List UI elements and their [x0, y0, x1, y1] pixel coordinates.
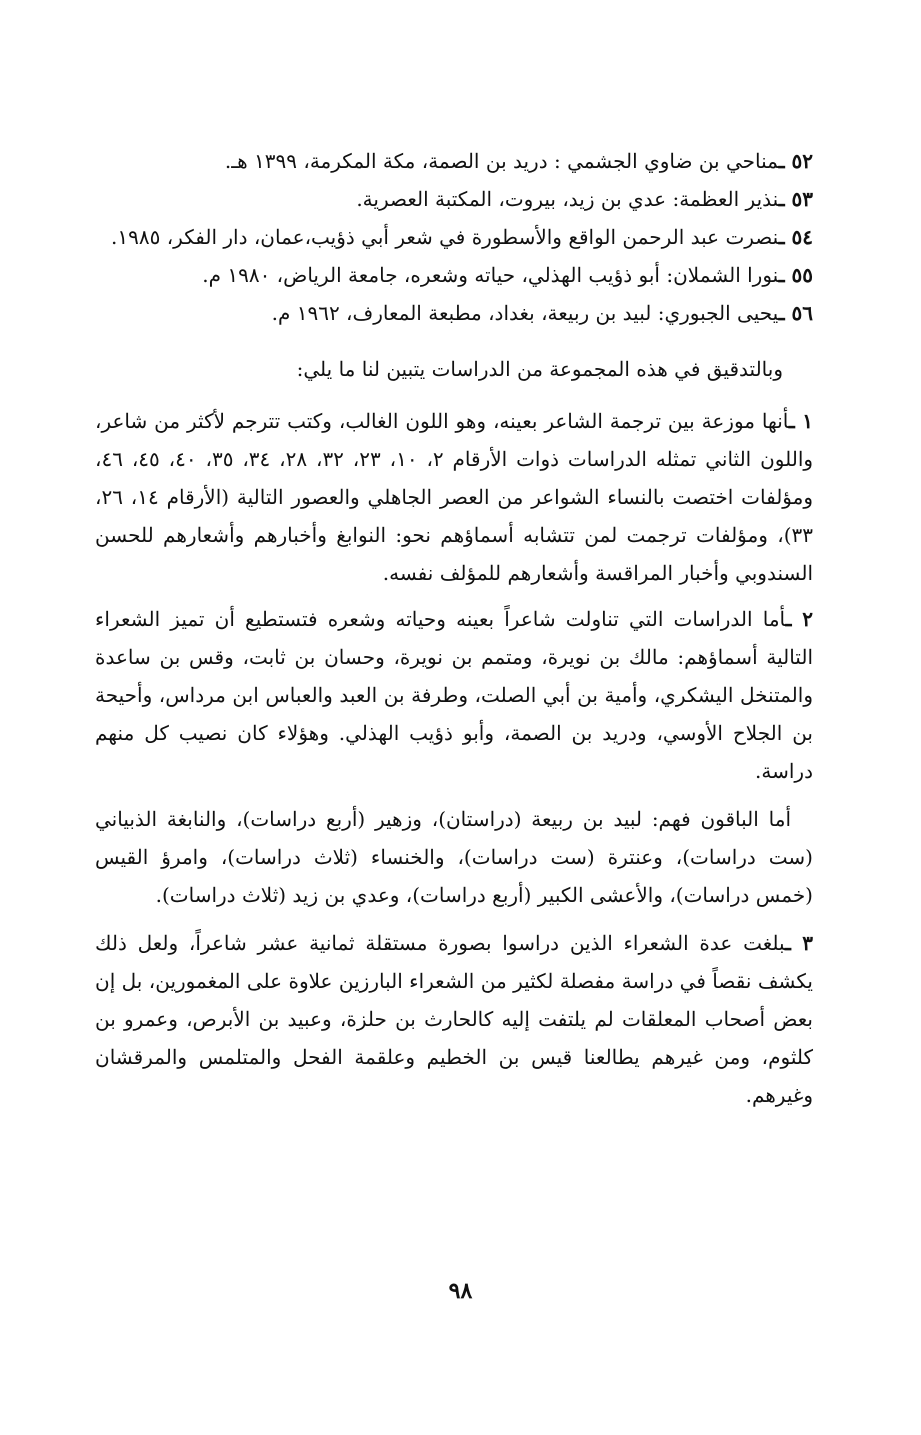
item-number: ١ ـ — [788, 409, 814, 433]
item-text: بلغت عدة الشعراء الذين دراسوا بصورة مستقلة ثمانية عشر شاعراً، ولعل ذلك يكشف نقصاً في دراسة مفصلة لكثير من الشعراء البارزين علاوة على المغمورين، بل إن بعض أصحاب المعلقات لم يلتفت إليه كالحارث بن حلزة، وعبيد بن الأبرص، وعمرو بن كلثوم، ومن غيرهم يطالعنا قيس بن الخطيم وعلقمة الفحل والمتلمس والمرقشان وغيرهم. — [95, 931, 813, 1107]
item-number: ٢ ـ — [785, 607, 813, 631]
reference-text: نذير العظمة: عدي بن زيد، بيروت، المكتبة العصرية. — [356, 187, 779, 211]
numbered-item — [95, 924, 813, 1114]
reference-number: ٥٢ ـ — [778, 149, 813, 173]
reference-item — [95, 180, 813, 218]
reference-item — [95, 294, 813, 332]
reference-item — [95, 218, 813, 256]
reference-text: نورا الشملان: أبو ذؤيب الهذلي، حياته وشعره، جامعة الرياض، ١٩٨٠ م. — [202, 263, 779, 287]
reference-text: مناحي بن ضاوي الجشمي : دريد بن الصمة، مكة المكرمة، ١٣٩٩ هـ. — [224, 149, 779, 173]
item-text: أما الدراسات التي تناولت شاعراً بعينه وحياته وشعره فتستطيع أن تميز الشعراء التالية أسماؤهم: مالك بن نويرة، ومتمم بن نويرة، وحسان بن ثابت، وقس بن ساعدة والمتنخل اليشكري، وأمية بن أبي الصلت، وطرفة بن العبد والعباس ابن مرداس، وأحيحة بن الجلاح الأوسي، ودريد بن الصمة، وأبو ذؤيب الهذلي. وهؤلاء كان نصيب كل منهم دراسة. — [95, 607, 813, 783]
item-text: أنها موزعة بين ترجمة الشاعر بعينه، وهو اللون الغالب، وكتب تترجم لأكثر من شاعر، واللون الثاني تمثله الدراسات ذوات الأرقام ٢، ١٠، ٢٣، ٣٢، ٢٨، ٣٤، ٣٥، ٤٠، ٤٥، ٤٦، ومؤلفات اختصت بالنساء الشواعر من العصر الجاهلي والعصور التالية (الأرقام ١٤، ٢٦، ٣٣)، ومؤلفات ترجمت لمن تتشابه أسماؤهم نحو: النوابغ وأخبارهم وأشعارهم للحسن السندوبي وأخبار المراقسة وأشعارهم للمؤلف نفسه. — [95, 409, 814, 585]
reference-number: ٥٥ ـ — [778, 263, 813, 287]
page-number: ٩٨ — [448, 1278, 473, 1304]
page-content — [95, 142, 813, 1122]
reference-number: ٥٣ ـ — [778, 187, 813, 211]
reference-item — [95, 256, 813, 294]
reference-number: ٥٤ ـ — [778, 225, 813, 249]
item-number: ٣ ـ — [785, 931, 814, 955]
numbered-item — [95, 402, 813, 592]
reference-item — [95, 142, 813, 180]
reference-text: نصرت عبد الرحمن الواقع والأسطورة في شعر أبي ذؤيب،عمان، دار الفكر، ١٩٨٥. — [111, 225, 779, 249]
body-paragraph: أما الباقون فهم: لبيد بن ربيعة (دراستان)، وزهير (أربع دراسات)، والنابغة الذبياني (ست دراسات)، وعنترة (ست دراسات)، والخنساء (ثلاث دراسات)، وامرؤ القيس (خمس دراسات)، والأعشى الكبير (أربع دراسات)، وعدي بن زيد (ثلاث دراسات). — [95, 807, 813, 907]
numbered-item — [95, 600, 813, 790]
intro-paragraph: وبالتدقيق في هذه المجموعة من الدراسات يتبين لنا ما يلي: — [296, 357, 783, 381]
references-list — [95, 142, 813, 332]
reference-text: يحيى الجبوري: لبيد بن ربيعة، بغداد، مطبعة المعارف، ١٩٦٢ م. — [271, 301, 779, 325]
reference-number: ٥٦ ـ — [778, 301, 813, 325]
